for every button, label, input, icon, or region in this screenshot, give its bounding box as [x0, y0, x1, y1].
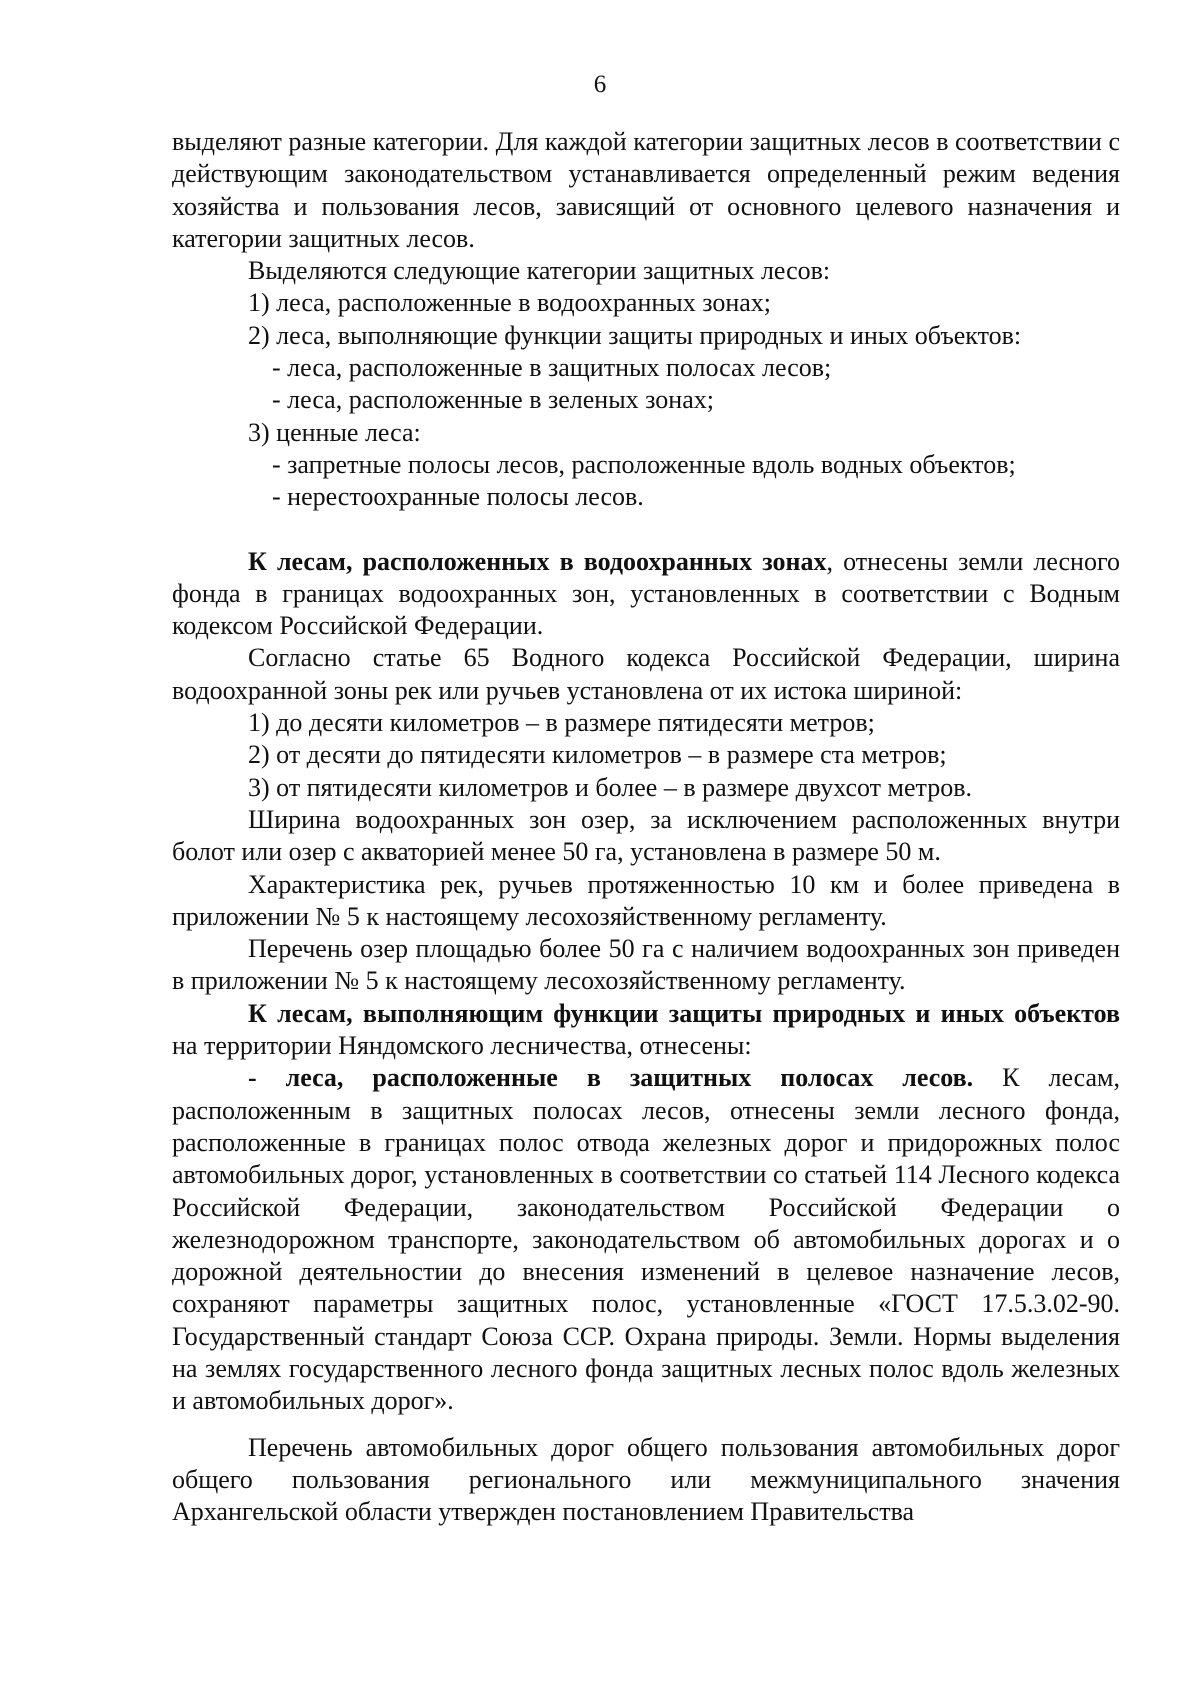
rivers-characteristics-paragraph: Характеристика рек, ручьев протяженностью 10 км и более приведена в приложении № 5 к настоящему лесохозяйственному регламенту. [172, 869, 1120, 931]
section-spacer [172, 514, 1120, 546]
categories-intro: Выделяются следующие категории защитных лесов: [248, 256, 831, 286]
water-zone-text: , отнесены земли лесного фонда в границах водоохранных зон, установленных в соответствии с Водным кодексом Российской Федерации. [172, 546, 1120, 641]
article-65-paragraph: Согласно статье 65 Водного кодекса Российской Федерации, ширина водоохранной зоны рек или ручьев установлена от их истока шириной: [172, 643, 1120, 705]
roads-list-paragraph: Перечень автомобильных дорог общего пользования автомобильных дорог общего пользования регионального или межмуниципального значения Архангельской области утвержден постановлением Правительства [172, 1432, 1120, 1527]
water-zone-paragraph [172, 546, 1120, 643]
protective-forests-paragraph [172, 998, 1120, 1063]
category-subitem: - леса, расположенные в зеленых зонах; [272, 385, 714, 415]
category-item: 2) леса, выполняющие функции защиты природных и иных объектов: [248, 320, 1022, 350]
category-subitem: - леса, расположенные в защитных полосах лесов; [272, 353, 832, 383]
paragraph-spacer [172, 1418, 1120, 1432]
category-subitem: - запретные полосы лесов, расположенные вдоль водных объектов; [272, 449, 1016, 479]
category-item: 1) леса, расположенные в водоохранных зонах; [248, 288, 772, 318]
page-number: 6 [593, 71, 607, 98]
width-item: 3) от пятидесяти километров и более – в размере двухсот метров. [248, 772, 972, 802]
protective-strips-heading: - леса, расположенные в защитных полосах лесов. [248, 1063, 974, 1093]
width-item: 1) до десяти километров – в размере пятидесяти метров; [248, 708, 875, 738]
category-subitem: - нерестоохранные полосы лесов. [272, 482, 644, 512]
protective-forests-heading: К лесам, выполняющим функции защиты природных и иных объектов [248, 998, 1120, 1028]
lakes-width-paragraph: Ширина водоохранных зон озер, за исключением расположенных внутри болот или озер с акваторией менее 50 га, установлена в размере 50 м. [172, 804, 1120, 867]
category-item: 3) ценные леса: [248, 417, 421, 447]
intro-paragraph: выделяют разные категории. Для каждой категории защитных лесов в соответствии с действующим законодательством устанавливается определенный режим ведения хозяйства и пользования лесов, зависящий от основного целевого назначения и категории защитных лесов. [172, 127, 1120, 253]
protective-forests-text: на территории Няндомского лесничества, отнесены: [172, 1031, 752, 1061]
width-item: 2) от десяти до пятидесяти километров – в размере ста метров; [248, 740, 947, 770]
page-content [172, 126, 1120, 1528]
lakes-list-paragraph: Перечень озер площадью более 50 га с наличием водоохранных зон приведен в приложении № 5 к настоящему лесохозяйственному регламенту. [172, 934, 1120, 996]
protective-strips-paragraph [172, 1062, 1120, 1417]
protective-strips-text: К лесам, расположенным в защитных полосах лесов, отнесены земли лесного фонда, расположенные в границах полос отвода железных дорог и придорожных полос автомобильных дорог, установленных в соответствии со статьей 114 Лесного кодекса Российской Федерации, законодательством Российской Федерации о железнодорожном транспорте, законодательством об автомобильных дорогах и о дорожной деятельностии до внесения изменений в целевое назначение лесов, сохраняют параметры защитных полос, установленные «ГОСТ 17.5.3.02-90. Государственный стандарт Союза ССР. Охрана природы. Земли. Нормы выделения на землях государственного лесного фонда защитных лесных полос вдоль железных и автомобильных дорог». [172, 1063, 1120, 1416]
water-zone-heading: К лесам, расположенных в водоохранных зонах [248, 546, 827, 576]
